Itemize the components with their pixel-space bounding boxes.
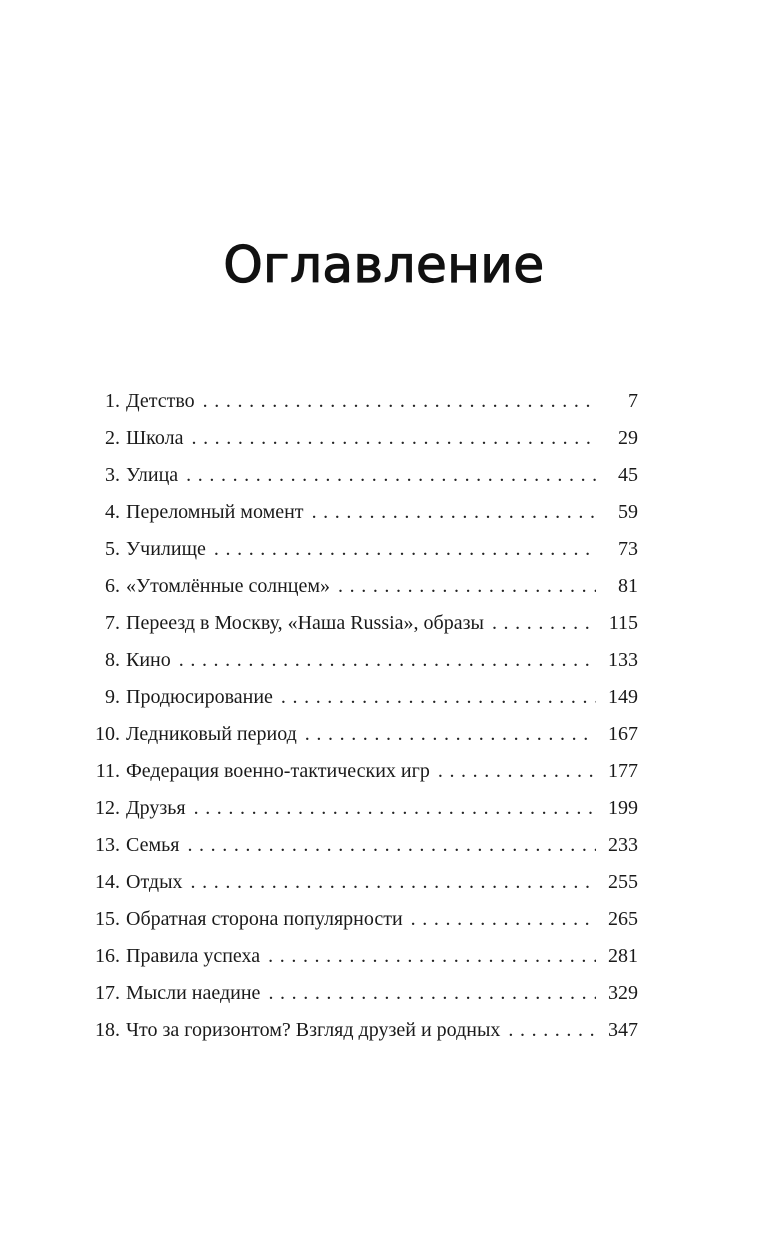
toc-title: Училище — [126, 538, 206, 560]
toc-number: 18. — [95, 1019, 120, 1041]
toc-number: 4. — [105, 501, 120, 523]
toc-title: Правила успеха — [126, 945, 261, 967]
toc-entry-11[interactable] — [88, 753, 638, 790]
toc-title: Обратная сторона популярности — [126, 908, 403, 930]
toc-title: Что за горизонтом? Взгляд друзей и родных — [126, 1019, 501, 1041]
dot-leader — [191, 420, 596, 457]
toc-entry-4[interactable] — [88, 494, 638, 531]
toc-entry-12[interactable] — [88, 790, 638, 827]
toc-number: 17. — [95, 982, 120, 1004]
toc-number: 16. — [95, 945, 120, 967]
dot-leader — [187, 827, 596, 864]
toc-entry-15[interactable] — [88, 901, 638, 938]
toc-number: 2. — [105, 427, 120, 449]
toc-page-number: 115 — [608, 612, 638, 634]
toc-entry-10[interactable] — [88, 716, 638, 753]
dot-leader — [492, 605, 596, 642]
toc-page-number: 177 — [608, 760, 638, 782]
toc-number: 8. — [105, 649, 120, 671]
page-title: Оглавление — [223, 235, 545, 294]
toc-page-number: 133 — [608, 649, 638, 671]
toc-entry-5[interactable] — [88, 531, 638, 568]
toc-page-number: 167 — [608, 723, 638, 745]
toc-entry-17[interactable] — [88, 975, 638, 1012]
toc-title: Переезд в Москву, «Наша Russia», образы — [126, 612, 484, 634]
toc-title: Федерация военно-тактических игр — [126, 760, 430, 782]
toc-entry-6[interactable] — [88, 568, 638, 605]
dot-leader — [338, 568, 596, 605]
toc-page-number: 81 — [618, 575, 638, 597]
toc-number: 11. — [95, 760, 120, 782]
toc-number: 15. — [95, 908, 120, 930]
toc-number: 5. — [105, 538, 120, 560]
toc-entry-13[interactable] — [88, 827, 638, 864]
toc-page-number: 255 — [608, 871, 638, 893]
toc-title: Продюсирование — [126, 686, 273, 708]
dot-leader — [214, 531, 596, 568]
toc-page-number: 59 — [618, 501, 638, 523]
toc-title: Мысли наедине — [126, 982, 261, 1004]
toc-entry-9[interactable] — [88, 679, 638, 716]
toc-title: Ледниковый период — [126, 723, 297, 745]
toc-number: 14. — [95, 871, 120, 893]
toc-number: 6. — [105, 575, 120, 597]
toc-number: 3. — [105, 464, 120, 486]
toc-number: 1. — [105, 390, 120, 412]
toc-entry-3[interactable] — [88, 457, 638, 494]
table-of-contents — [88, 383, 638, 1049]
dot-leader — [281, 679, 596, 716]
dot-leader — [268, 938, 596, 975]
toc-page-number: 265 — [608, 908, 638, 930]
toc-title: «Утомлённые солнцем» — [126, 575, 331, 597]
dot-leader — [179, 642, 596, 679]
toc-title: Детство — [126, 390, 195, 412]
toc-page-number: 199 — [608, 797, 638, 819]
dot-leader — [268, 975, 596, 1012]
toc-page-number: 329 — [608, 982, 638, 1004]
toc-entry-18[interactable] — [88, 1012, 638, 1049]
toc-title: Школа — [126, 427, 184, 449]
dot-leader — [312, 494, 596, 531]
toc-number: 7. — [105, 612, 120, 634]
toc-title: Улица — [126, 464, 179, 486]
dot-leader — [191, 864, 596, 901]
toc-title: Семья — [126, 834, 180, 856]
toc-title: Друзья — [126, 797, 186, 819]
toc-page-number: 149 — [608, 686, 638, 708]
dot-leader — [411, 901, 596, 938]
dot-leader — [186, 457, 596, 494]
toc-title: Кино — [126, 649, 171, 671]
toc-entry-14[interactable] — [88, 864, 638, 901]
toc-number: 12. — [95, 797, 120, 819]
toc-page-number: 45 — [618, 464, 638, 486]
dot-leader — [305, 716, 596, 753]
toc-page-number: 73 — [618, 538, 638, 560]
toc-number: 9. — [105, 686, 120, 708]
toc-page-number: 281 — [608, 945, 638, 967]
toc-title: Переломный момент — [126, 501, 304, 523]
toc-entry-2[interactable] — [88, 420, 638, 457]
toc-number: 13. — [95, 834, 120, 856]
toc-entry-8[interactable] — [88, 642, 638, 679]
dot-leader — [508, 1012, 596, 1049]
toc-page-number: 7 — [628, 390, 638, 412]
dot-leader — [203, 383, 596, 420]
toc-entry-7[interactable] — [88, 605, 638, 642]
toc-title: Отдых — [126, 871, 183, 893]
toc-entry-16[interactable] — [88, 938, 638, 975]
toc-page-number: 347 — [608, 1019, 638, 1041]
toc-entry-1[interactable] — [88, 383, 638, 420]
toc-page-number: 233 — [608, 834, 638, 856]
toc-number: 10. — [95, 723, 120, 745]
dot-leader — [194, 790, 596, 827]
dot-leader — [438, 753, 596, 790]
toc-page-number: 29 — [618, 427, 638, 449]
